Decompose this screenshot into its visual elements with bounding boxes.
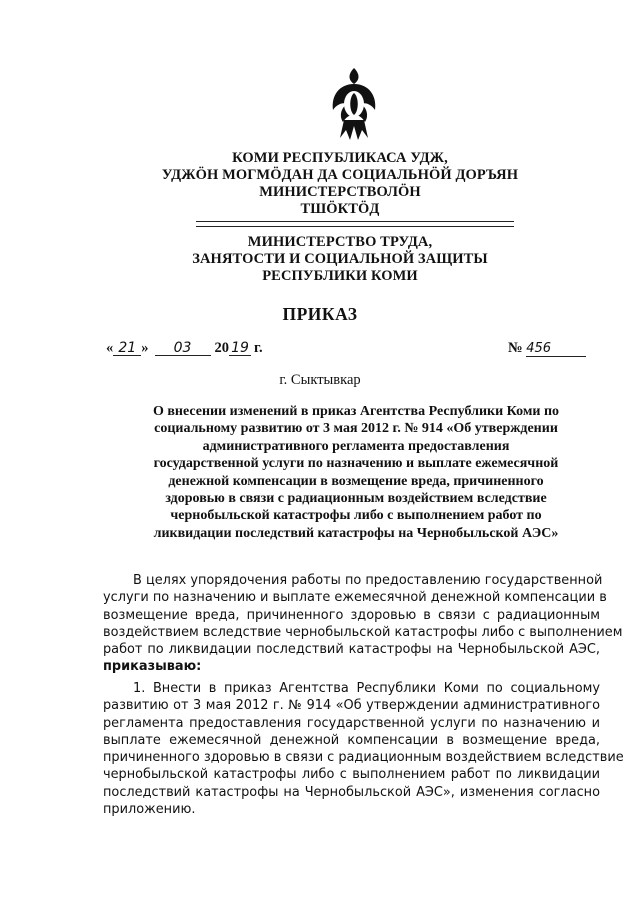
city-line: г. Сыктывкар: [279, 372, 361, 388]
russian-header: [130, 234, 550, 285]
paragraph-line: развитию от 3 мая 2012 г. № 914 «Об утверждении административного: [103, 698, 600, 714]
komi-header-line-1: КОМИ РЕСПУБЛИКАСА УДЖ,: [232, 150, 448, 166]
paragraph-line: причиненного здоровью в связи с радиационным воздействием вследствие: [103, 750, 624, 766]
russian-header-line-3: РЕСПУБЛИКИ КОМИ: [262, 268, 418, 284]
subject-line: О внесении изменений в приказ Агентства Республики Коми по: [152, 404, 560, 419]
date-month: 03: [155, 341, 211, 356]
date-year-abbrev: г.: [254, 340, 263, 356]
subject-line: здоровью в связи с радиационным воздействием вследствие: [165, 491, 547, 507]
paragraph-line: выплате ежемесячной денежной компенсации в возмещение вреда,: [103, 732, 600, 748]
order-number: 456: [526, 342, 586, 357]
paragraph-line: чернобыльской катастрофы либо с выполнением работ по ликвидации: [103, 767, 600, 783]
paragraph-line: 1. Внести в приказ Агентства Республики Коми по социальному: [133, 681, 600, 696]
paragraph-line: возмещение вреда, причиненного здоровью в связи с радиационным: [103, 607, 600, 623]
header-divider-top: [196, 221, 514, 222]
paragraph-line: услуги по назначению и выплате ежемесячной денежной компенсации в: [103, 590, 607, 606]
paragraph-line: приложению.: [103, 802, 196, 818]
preamble-paragraph: [103, 572, 623, 676]
date-year-suffix: 19: [229, 341, 251, 356]
paragraph-line: В целях упорядочения работы по предоставлению государственной: [133, 573, 603, 588]
document-title: ПРИКАЗ: [282, 304, 358, 324]
header-divider-bottom: [196, 226, 514, 227]
number-sign: №: [508, 340, 523, 356]
subject-line: денежной компенсации в возмещение вреда, причиненного: [168, 473, 544, 489]
subject-line: ликвидации последствий катастрофы на Чернобыльской АЭС»: [153, 525, 559, 541]
paragraph-line: регламента предоставления государственной услуги по назначению и: [103, 715, 600, 731]
order-subject: [118, 403, 594, 542]
item-1-paragraph: [103, 680, 624, 818]
russian-header-line-1: МИНИСТЕРСТВО ТРУДА,: [247, 234, 433, 250]
date-close-quote: »: [141, 340, 149, 356]
komi-header-line-3: МИНИСТЕРСТВОЛÖН: [259, 184, 421, 200]
order-number-line: [508, 340, 586, 357]
subject-line: государственной услуги по назначению и выплате ежемесячной: [153, 456, 559, 472]
komi-coat-of-arms-emblem: [327, 64, 381, 142]
paragraph-line: работ по ликвидации последствий катастрофы на Чернобыльской АЭС,: [103, 642, 600, 658]
subject-line: чернобыльской катастрофы либо с выполнением работ по: [170, 508, 542, 524]
date-day: 21: [113, 341, 141, 356]
date-line: [106, 340, 263, 357]
subject-line: административного регламента предоставления: [202, 438, 510, 454]
paragraph-line: воздействием вследствие чернобыльской катастрофы либо с выполнением: [103, 624, 623, 640]
date-year-prefix: 20: [214, 340, 229, 356]
orders-keyword: приказываю:: [103, 659, 202, 675]
russian-header-line-2: ЗАНЯТОСТИ И СОЦИАЛЬНОЙ ЗАЩИТЫ: [192, 251, 488, 267]
date-open-quote: «: [106, 340, 114, 356]
paragraph-line: последствий катастрофы на Чернобыльской АЭС», изменения согласно: [103, 784, 600, 800]
komi-header: [130, 150, 550, 218]
subject-line: социальному развитию от 3 мая 2012 г. № 914 «Об утверждении: [154, 421, 558, 437]
komi-header-line-2: УДЖÖН МОГМÖДАН ДА СОЦИАЛЬНÖЙ ДОРЪЯН: [161, 167, 519, 183]
komi-header-line-4: ТШÖКТÖД: [300, 201, 380, 217]
